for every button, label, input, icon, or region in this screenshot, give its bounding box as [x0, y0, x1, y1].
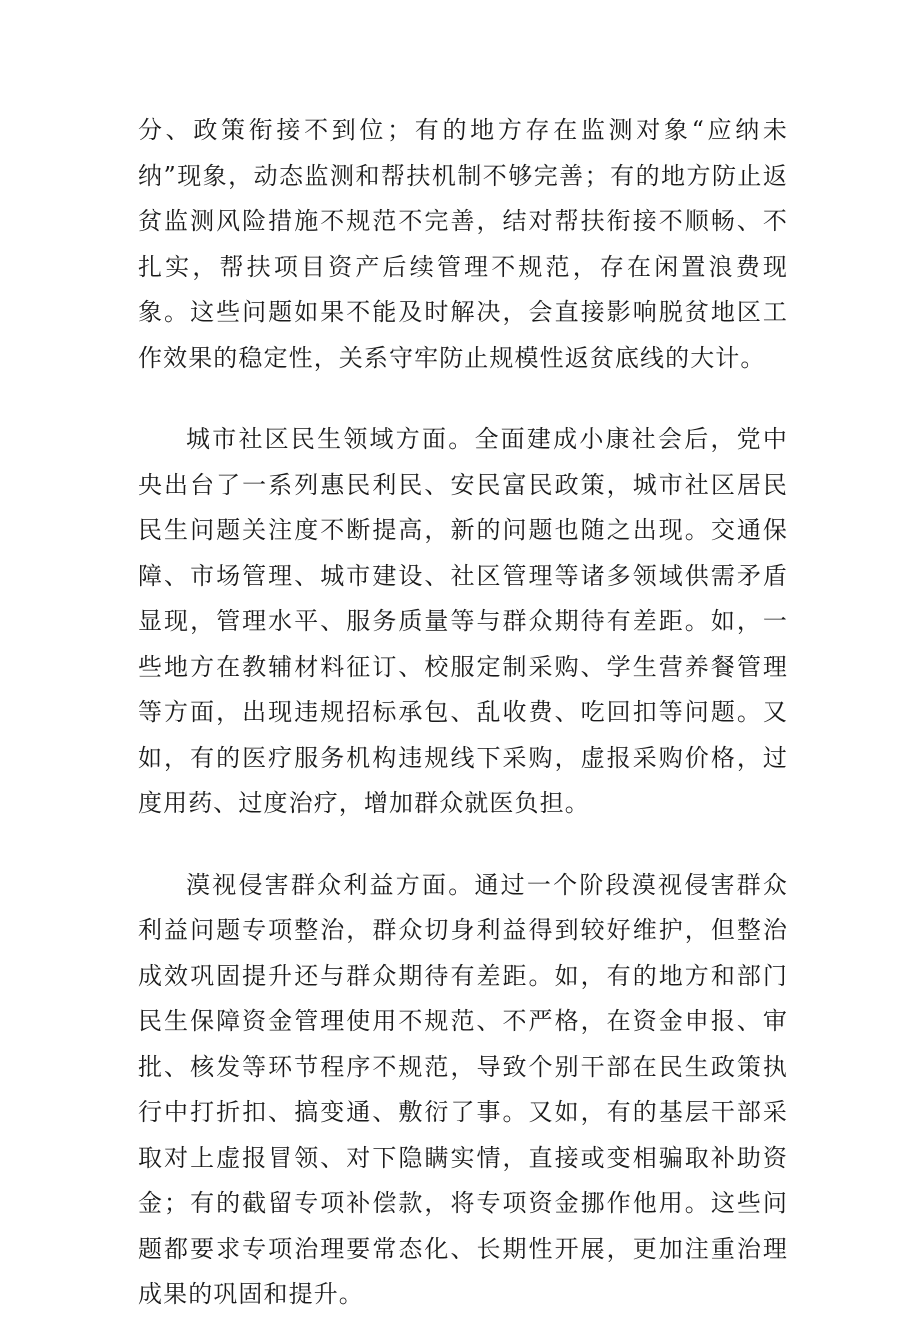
paragraph-continuation: 分、政策衔接不到位；有的地方存在监测对象“应纳未纳”现象，动态监测和帮扶机制不够完善；有的地方防止返贫监测风险措施不规范不完善，结对帮扶衔接不顺畅、不扎实，帮扶项目资产后续管理不规范，存在闲置浪费现象。这些问题如果不能及时解决，会直接影响脱贫地区工作效果的稳定性，关系守牢防止规模性返贫底线的大计。 — [138, 116, 788, 372]
paragraph-urban-community: 城市社区民生领域方面。全面建成小康社会后，党中央出台了一系列惠民利民、安民富民政策，城市社区居民民生问题关注度不断提高，新的问题也随之出现。交通保障、市场管理、城市建设、社区管理等诸多领域供需矛盾显现，管理水平、服务质量等与群众期待有差距。如，一些地方在教辅材料征订、校服定制采购、学生营养餐管理等方面，出现违规招标承包、乱收费、吃回扣等问题。又如，有的医疗服务机构违规线下采购，虚报采购价格，过度用药、过度治疗，增加群众就医负担。 — [138, 425, 788, 817]
paragraph-mass-interests: 漠视侵害群众利益方面。通过一个阶段漠视侵害群众利益问题专项整治，群众切身利益得到较好维护，但整治成效巩固提升还与群众期待有差距。如，有的地方和部门民生保障资金管理使用不规范、不严格，在资金申报、审批、核发等环节程序不规范，导致个别干部在民生政策执行中打折扣、搞变通、敷衍了事。又如，有的基层干部采取对上虚报冒领、对下隐瞒实情，直接或变相骗取补助资金；有的截留专项补偿款，将专项资金挪作他用。这些问题都要求专项治理要常态化、长期性开展，更加注重治理成果的巩固和提升。 — [138, 870, 788, 1308]
document-body — [138, 108, 788, 1318]
